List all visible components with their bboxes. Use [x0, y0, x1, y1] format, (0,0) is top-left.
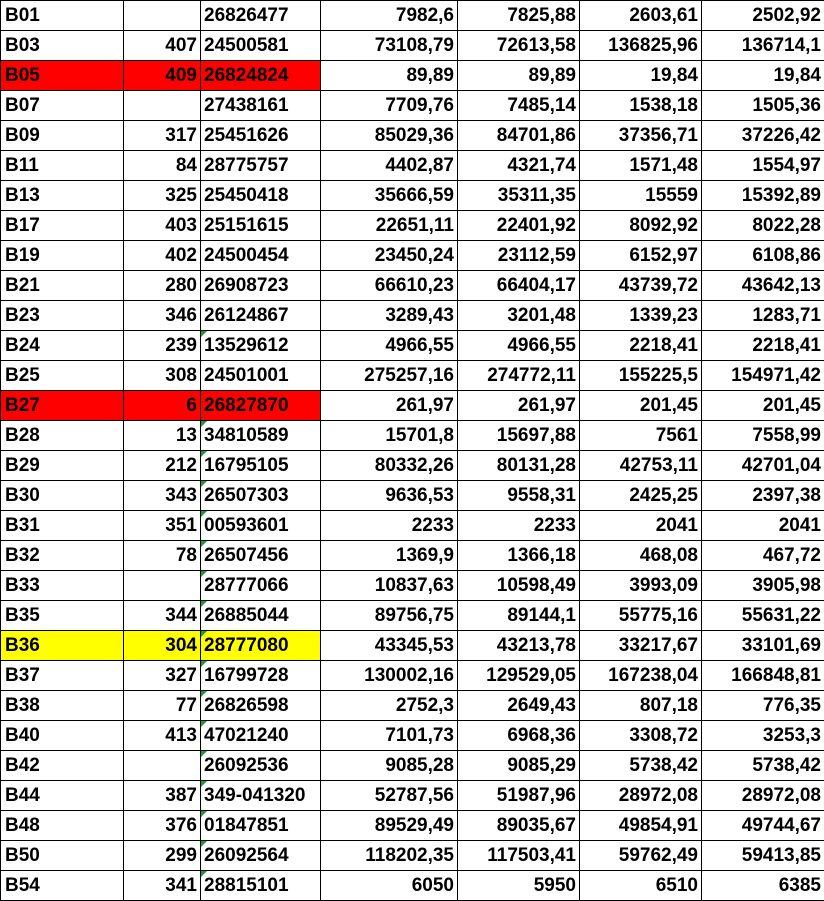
- cell-code[interactable]: 28777080: [201, 631, 321, 661]
- cell-id[interactable]: B30: [1, 481, 124, 511]
- cell-id[interactable]: B32: [1, 541, 124, 571]
- table-row: [1, 631, 824, 661]
- cell-value-3[interactable]: 2425,25: [580, 481, 702, 511]
- cell-value-2[interactable]: 2649,43: [458, 691, 580, 721]
- cell-value-4[interactable]: 43642,13: [702, 271, 824, 301]
- table-row: [1, 781, 824, 811]
- cell-id[interactable]: B09: [1, 121, 124, 151]
- cell-value-2[interactable]: 7825,88: [458, 1, 580, 31]
- cell-value-2[interactable]: 4321,74: [458, 151, 580, 181]
- cell-code[interactable]: 26507456: [201, 541, 321, 571]
- table-row: [1, 61, 824, 91]
- cell-value-4[interactable]: 2397,38: [702, 481, 824, 511]
- cell-number[interactable]: 212: [124, 451, 201, 481]
- cell-id[interactable]: B27: [1, 391, 124, 421]
- table-row: [1, 661, 824, 691]
- cell-number[interactable]: [124, 751, 201, 781]
- cell-id[interactable]: B44: [1, 781, 124, 811]
- cell-value-4[interactable]: 15392,89: [702, 181, 824, 211]
- cell-value-1[interactable]: 89529,49: [321, 811, 458, 841]
- cell-value-4[interactable]: 6108,86: [702, 241, 824, 271]
- cell-value-3[interactable]: 55775,16: [580, 601, 702, 631]
- cell-value-1[interactable]: 52787,56: [321, 781, 458, 811]
- cell-number[interactable]: 78: [124, 541, 201, 571]
- cell-value-2[interactable]: 261,97: [458, 391, 580, 421]
- cell-number[interactable]: 304: [124, 631, 201, 661]
- cell-code[interactable]: 26092536: [201, 751, 321, 781]
- cell-number[interactable]: 376: [124, 811, 201, 841]
- cell-value-2[interactable]: 3201,48: [458, 301, 580, 331]
- cell-value-2[interactable]: 23112,59: [458, 241, 580, 271]
- cell-code[interactable]: 28815101: [201, 871, 321, 901]
- table-row: [1, 211, 824, 241]
- cell-value-3[interactable]: 807,18: [580, 691, 702, 721]
- cell-value-4[interactable]: 1283,71: [702, 301, 824, 331]
- cell-code[interactable]: 00593601: [201, 511, 321, 541]
- cell-id[interactable]: B19: [1, 241, 124, 271]
- cell-number[interactable]: 239: [124, 331, 201, 361]
- cell-value-4[interactable]: 42701,04: [702, 451, 824, 481]
- cell-id[interactable]: B25: [1, 361, 124, 391]
- cell-value-1[interactable]: 4966,55: [321, 331, 458, 361]
- cell-value-2[interactable]: 66404,17: [458, 271, 580, 301]
- cell-value-3[interactable]: 136825,96: [580, 31, 702, 61]
- cell-value-3[interactable]: 59762,49: [580, 841, 702, 871]
- cell-value-1[interactable]: 7709,76: [321, 91, 458, 121]
- cell-value-2[interactable]: 15697,88: [458, 421, 580, 451]
- cell-value-2[interactable]: 22401,92: [458, 211, 580, 241]
- cell-value-3[interactable]: 19,84: [580, 61, 702, 91]
- cell-value-3[interactable]: 43739,72: [580, 271, 702, 301]
- cell-value-1[interactable]: 35666,59: [321, 181, 458, 211]
- cell-value-1[interactable]: 130002,16: [321, 661, 458, 691]
- cell-number[interactable]: 344: [124, 601, 201, 631]
- cell-id[interactable]: B54: [1, 871, 124, 901]
- cell-value-1[interactable]: 9085,28: [321, 751, 458, 781]
- table-row: [1, 811, 824, 841]
- cell-number[interactable]: 327: [124, 661, 201, 691]
- cell-value-4[interactable]: 59413,85: [702, 841, 824, 871]
- cell-code[interactable]: 25450418: [201, 181, 321, 211]
- cell-number[interactable]: [124, 91, 201, 121]
- table-row: [1, 571, 824, 601]
- cell-code[interactable]: 26885044: [201, 601, 321, 631]
- cell-code[interactable]: 26908723: [201, 271, 321, 301]
- table-row: [1, 361, 824, 391]
- cell-value-2[interactable]: 89035,67: [458, 811, 580, 841]
- cell-id[interactable]: B33: [1, 571, 124, 601]
- cell-value-4[interactable]: 2041: [702, 511, 824, 541]
- cell-value-1[interactable]: 89756,75: [321, 601, 458, 631]
- table-row: [1, 871, 824, 901]
- cell-value-3[interactable]: 201,45: [580, 391, 702, 421]
- cell-id[interactable]: B42: [1, 751, 124, 781]
- cell-number[interactable]: 317: [124, 121, 201, 151]
- table-row: [1, 151, 824, 181]
- cell-value-3[interactable]: 2603,61: [580, 1, 702, 31]
- cell-number[interactable]: 403: [124, 211, 201, 241]
- cell-value-4[interactable]: 55631,22: [702, 601, 824, 631]
- cell-value-3[interactable]: 7561: [580, 421, 702, 451]
- cell-value-3[interactable]: 6510: [580, 871, 702, 901]
- cell-value-4[interactable]: 154971,42: [702, 361, 824, 391]
- cell-value-1[interactable]: 7101,73: [321, 721, 458, 751]
- cell-value-2[interactable]: 1366,18: [458, 541, 580, 571]
- cell-id[interactable]: B03: [1, 31, 124, 61]
- cell-number[interactable]: 77: [124, 691, 201, 721]
- cell-id[interactable]: B01: [1, 1, 124, 31]
- cell-number[interactable]: 409: [124, 61, 201, 91]
- cell-number[interactable]: 351: [124, 511, 201, 541]
- cell-value-4[interactable]: 467,72: [702, 541, 824, 571]
- cell-code[interactable]: 27438161: [201, 91, 321, 121]
- cell-code[interactable]: 28777066: [201, 571, 321, 601]
- cell-number[interactable]: 346: [124, 301, 201, 331]
- cell-value-2[interactable]: 117503,41: [458, 841, 580, 871]
- cell-number[interactable]: 343: [124, 481, 201, 511]
- cell-number[interactable]: 402: [124, 241, 201, 271]
- cell-value-1[interactable]: 73108,79: [321, 31, 458, 61]
- cell-value-4[interactable]: 2218,41: [702, 331, 824, 361]
- cell-value-1[interactable]: 89,89: [321, 61, 458, 91]
- cell-value-1[interactable]: 3289,43: [321, 301, 458, 331]
- cell-code[interactable]: 26826598: [201, 691, 321, 721]
- cell-value-4[interactable]: 6385: [702, 871, 824, 901]
- cell-value-2[interactable]: 84701,86: [458, 121, 580, 151]
- cell-value-2[interactable]: 2233: [458, 511, 580, 541]
- cell-value-4[interactable]: 776,35: [702, 691, 824, 721]
- table-row: [1, 331, 824, 361]
- cell-code[interactable]: 26124867: [201, 301, 321, 331]
- table-row: [1, 1, 824, 31]
- cell-value-2[interactable]: 35311,35: [458, 181, 580, 211]
- cell-id[interactable]: B36: [1, 631, 124, 661]
- cell-id[interactable]: B48: [1, 811, 124, 841]
- cell-value-4[interactable]: 3253,3: [702, 721, 824, 751]
- cell-code[interactable]: 26092564: [201, 841, 321, 871]
- cell-number[interactable]: 280: [124, 271, 201, 301]
- cell-value-4[interactable]: 37226,42: [702, 121, 824, 151]
- cell-number[interactable]: 299: [124, 841, 201, 871]
- cell-id[interactable]: B38: [1, 691, 124, 721]
- cell-code[interactable]: 25451626: [201, 121, 321, 151]
- cell-code[interactable]: 34810589: [201, 421, 321, 451]
- cell-number[interactable]: 6: [124, 391, 201, 421]
- cell-value-2[interactable]: 72613,58: [458, 31, 580, 61]
- cell-value-4[interactable]: 5738,42: [702, 751, 824, 781]
- cell-value-4[interactable]: 136714,1: [702, 31, 824, 61]
- cell-value-3[interactable]: 1339,23: [580, 301, 702, 331]
- table-row: [1, 121, 824, 151]
- cell-id[interactable]: B21: [1, 271, 124, 301]
- table-row: [1, 421, 824, 451]
- cell-id[interactable]: B29: [1, 451, 124, 481]
- cell-code[interactable]: 26827870: [201, 391, 321, 421]
- cell-value-2[interactable]: 4966,55: [458, 331, 580, 361]
- cell-value-3[interactable]: 167238,04: [580, 661, 702, 691]
- cell-value-1[interactable]: 7982,6: [321, 1, 458, 31]
- cell-value-4[interactable]: 8022,28: [702, 211, 824, 241]
- cell-id[interactable]: B07: [1, 91, 124, 121]
- cell-value-3[interactable]: 33217,67: [580, 631, 702, 661]
- table-row: [1, 301, 824, 331]
- cell-id[interactable]: B24: [1, 331, 124, 361]
- table-row: [1, 451, 824, 481]
- cell-value-4[interactable]: 1554,97: [702, 151, 824, 181]
- cell-value-3[interactable]: 155225,5: [580, 361, 702, 391]
- cell-id[interactable]: B50: [1, 841, 124, 871]
- table-row: [1, 601, 824, 631]
- cell-value-1[interactable]: 9636,53: [321, 481, 458, 511]
- cell-number[interactable]: 407: [124, 31, 201, 61]
- cell-value-1[interactable]: 10837,63: [321, 571, 458, 601]
- cell-value-2[interactable]: 7485,14: [458, 91, 580, 121]
- cell-value-3[interactable]: 37356,71: [580, 121, 702, 151]
- cell-value-4[interactable]: 7558,99: [702, 421, 824, 451]
- cell-value-1[interactable]: 6050: [321, 871, 458, 901]
- cell-id[interactable]: B23: [1, 301, 124, 331]
- cell-code[interactable]: 349-041320: [201, 781, 321, 811]
- table-row: [1, 241, 824, 271]
- table-body: [1, 1, 824, 901]
- cell-value-2[interactable]: 89144,1: [458, 601, 580, 631]
- cell-code[interactable]: 16795105: [201, 451, 321, 481]
- cell-number[interactable]: 325: [124, 181, 201, 211]
- cell-number[interactable]: 413: [124, 721, 201, 751]
- cell-number[interactable]: 341: [124, 871, 201, 901]
- cell-number[interactable]: [124, 571, 201, 601]
- cell-value-1[interactable]: 118202,35: [321, 841, 458, 871]
- cell-code[interactable]: 26824824: [201, 61, 321, 91]
- cell-value-2[interactable]: 51987,96: [458, 781, 580, 811]
- cell-value-3[interactable]: 2218,41: [580, 331, 702, 361]
- cell-value-1[interactable]: 22651,11: [321, 211, 458, 241]
- cell-value-2[interactable]: 9085,29: [458, 751, 580, 781]
- cell-code[interactable]: 24500454: [201, 241, 321, 271]
- cell-id[interactable]: B28: [1, 421, 124, 451]
- cell-value-1[interactable]: 261,97: [321, 391, 458, 421]
- table-row: [1, 511, 824, 541]
- cell-code[interactable]: 47021240: [201, 721, 321, 751]
- cell-code[interactable]: 16799728: [201, 661, 321, 691]
- cell-value-3[interactable]: 8092,92: [580, 211, 702, 241]
- cell-value-4[interactable]: 2502,92: [702, 1, 824, 31]
- cell-code[interactable]: 01847851: [201, 811, 321, 841]
- cell-value-4[interactable]: 19,84: [702, 61, 824, 91]
- cell-id[interactable]: B37: [1, 661, 124, 691]
- table-row: [1, 541, 824, 571]
- cell-number[interactable]: 13: [124, 421, 201, 451]
- table-row: [1, 751, 824, 781]
- cell-code[interactable]: 25151615: [201, 211, 321, 241]
- cell-value-3[interactable]: 1538,18: [580, 91, 702, 121]
- table-row: [1, 271, 824, 301]
- cell-value-2[interactable]: 6968,36: [458, 721, 580, 751]
- cell-value-1[interactable]: 43345,53: [321, 631, 458, 661]
- cell-code[interactable]: 24501001: [201, 361, 321, 391]
- cell-id[interactable]: B11: [1, 151, 124, 181]
- cell-value-2[interactable]: 43213,78: [458, 631, 580, 661]
- cell-value-3[interactable]: 6152,97: [580, 241, 702, 271]
- cell-value-3[interactable]: 15559: [580, 181, 702, 211]
- cell-value-4[interactable]: 33101,69: [702, 631, 824, 661]
- cell-value-2[interactable]: 80131,28: [458, 451, 580, 481]
- cell-code[interactable]: 26507303: [201, 481, 321, 511]
- cell-value-3[interactable]: 28972,08: [580, 781, 702, 811]
- table-row: [1, 481, 824, 511]
- cell-value-4[interactable]: 166848,81: [702, 661, 824, 691]
- cell-id[interactable]: B40: [1, 721, 124, 751]
- cell-value-4[interactable]: 3905,98: [702, 571, 824, 601]
- cell-value-3[interactable]: 2041: [580, 511, 702, 541]
- cell-value-3[interactable]: 1571,48: [580, 151, 702, 181]
- cell-value-2[interactable]: 9558,31: [458, 481, 580, 511]
- cell-code[interactable]: 24500581: [201, 31, 321, 61]
- table-row: [1, 391, 824, 421]
- cell-number[interactable]: 84: [124, 151, 201, 181]
- cell-value-3[interactable]: 42753,11: [580, 451, 702, 481]
- cell-number[interactable]: [124, 1, 201, 31]
- cell-value-4[interactable]: 28972,08: [702, 781, 824, 811]
- cell-value-1[interactable]: 80332,26: [321, 451, 458, 481]
- table-row: [1, 841, 824, 871]
- cell-value-1[interactable]: 2233: [321, 511, 458, 541]
- cell-code[interactable]: 28775757: [201, 151, 321, 181]
- cell-value-4[interactable]: 201,45: [702, 391, 824, 421]
- table-row: [1, 691, 824, 721]
- cell-value-1[interactable]: 2752,3: [321, 691, 458, 721]
- cell-value-2[interactable]: 5950: [458, 871, 580, 901]
- cell-value-2[interactable]: 274772,11: [458, 361, 580, 391]
- table-row: [1, 181, 824, 211]
- cell-number[interactable]: 308: [124, 361, 201, 391]
- cell-value-1[interactable]: 4402,87: [321, 151, 458, 181]
- cell-id[interactable]: B13: [1, 181, 124, 211]
- cell-value-1[interactable]: 1369,9: [321, 541, 458, 571]
- cell-value-1[interactable]: 23450,24: [321, 241, 458, 271]
- cell-value-3[interactable]: 468,08: [580, 541, 702, 571]
- table-row: [1, 91, 824, 121]
- cell-id[interactable]: B17: [1, 211, 124, 241]
- cell-id[interactable]: B05: [1, 61, 124, 91]
- cell-value-4[interactable]: 1505,36: [702, 91, 824, 121]
- cell-value-1[interactable]: 15701,8: [321, 421, 458, 451]
- cell-value-3[interactable]: 49854,91: [580, 811, 702, 841]
- cell-id[interactable]: B31: [1, 511, 124, 541]
- cell-id[interactable]: B35: [1, 601, 124, 631]
- cell-value-4[interactable]: 49744,67: [702, 811, 824, 841]
- cell-value-3[interactable]: 5738,42: [580, 751, 702, 781]
- cell-value-3[interactable]: 3993,09: [580, 571, 702, 601]
- table-row: [1, 31, 824, 61]
- cell-value-1[interactable]: 275257,16: [321, 361, 458, 391]
- cell-value-3[interactable]: 3308,72: [580, 721, 702, 751]
- cell-code[interactable]: 26826477: [201, 1, 321, 31]
- cell-code[interactable]: 13529612: [201, 331, 321, 361]
- table-row: [1, 721, 824, 751]
- cell-value-2[interactable]: 10598,49: [458, 571, 580, 601]
- cell-value-1[interactable]: 85029,36: [321, 121, 458, 151]
- cell-value-2[interactable]: 129529,05: [458, 661, 580, 691]
- cell-number[interactable]: 387: [124, 781, 201, 811]
- cell-value-1[interactable]: 66610,23: [321, 271, 458, 301]
- cell-value-2[interactable]: 89,89: [458, 61, 580, 91]
